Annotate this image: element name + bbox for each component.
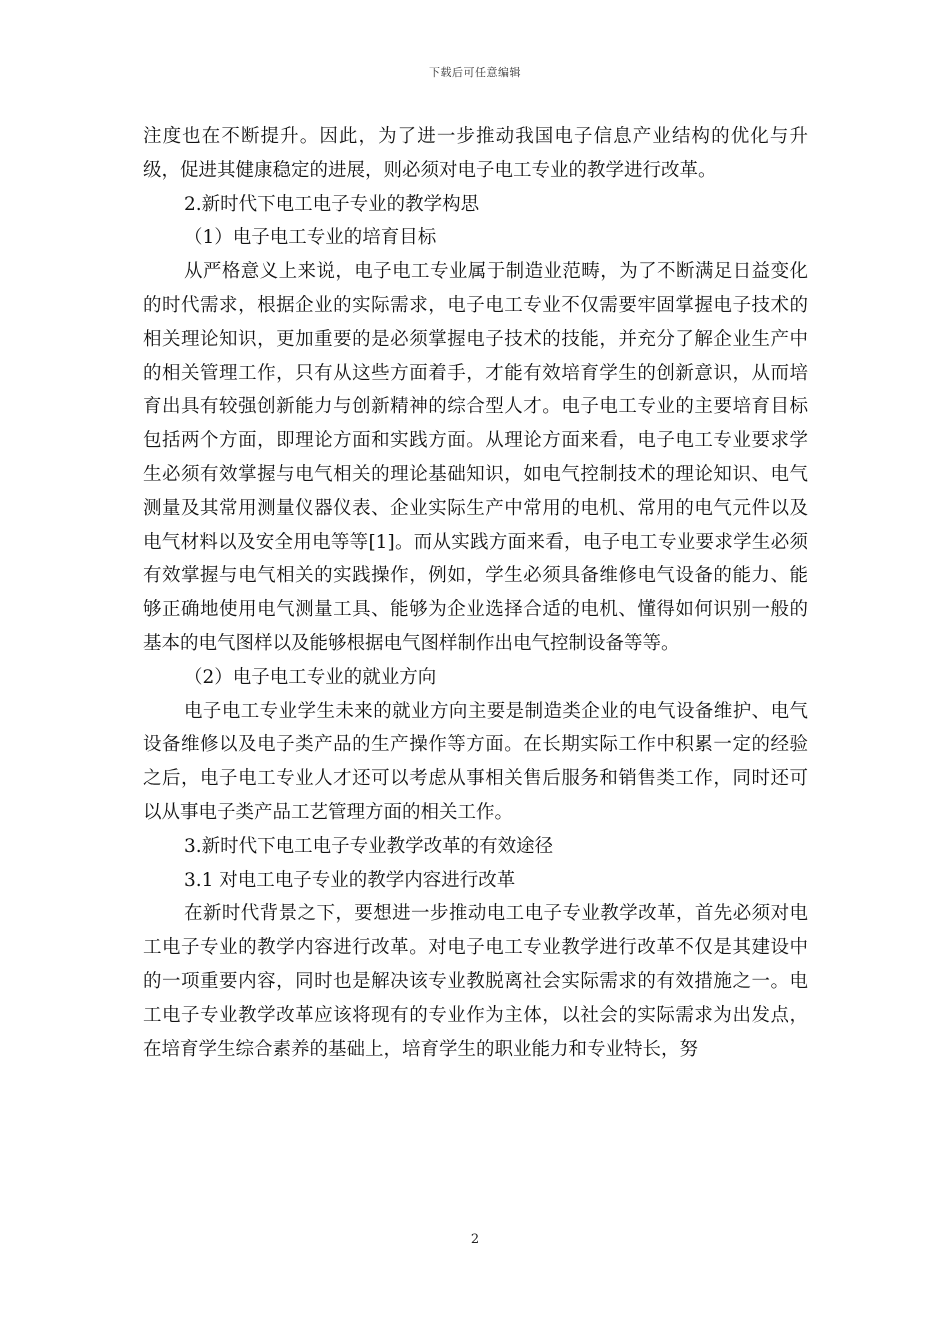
subsection-heading-1: （1）电子电工专业的培育目标: [184, 227, 437, 249]
document-body: [143, 120, 808, 1066]
section-heading-3: 3.新时代下电工电子专业教学改革的有效途径: [184, 835, 554, 857]
paragraph-employment: 电子电工专业学生未来的就业方向主要是制造类企业的电气设备维护、电气设备维修以及电子类产品的生产操作等方面。在长期实际工作中积累一定的经验之后，电子电工专业人才还可以考虑从事相关售后服务和销售类工作，同时还可以从事电子类产品工艺管理方面的相关工作。: [143, 700, 808, 823]
paragraph-training-goals: 从严格意义上来说，电子电工专业属于制造业范畴，为了不断满足日益变化的时代需求，根据企业的实际需求，电子电工专业不仅需要牢固掌握电子技术的相关理论知识，更加重要的是必须掌握电子技术的技能，并充分了解企业生产中的相关管理工作，只有从这些方面着手，才能有效培育学生的创新意识，从而培育出具有较强创新能力与创新精神的综合型人才。电子电工专业的主要培育目标包括两个方面，即理论方面和实践方面。从理论方面来看，电子电工专业要求学生必须有效掌握与电气相关的理论基础知识，如电气控制技术的理论知识、电气测量及其常用测量仪器仪表、企业实际生产中常用的电机、常用的电气元件以及电气材料以及安全用电等等[1]。而从实践方面来看，电子电工专业要求学生必须有效掌握与电气相关的实践操作，例如，学生必须具备维修电气设备的能力、能够正确地使用电气测量工具、能够为企业选择合适的电机、懂得如何识别一般的基本的电气图样以及能够根据电气图样制作出电气控制设备等等。: [143, 261, 808, 654]
subsection-heading-3-1: 3.1 对电工电子专业的教学内容进行改革: [184, 869, 516, 891]
page-number: 2: [470, 1232, 480, 1247]
paragraph-reform: 在新时代背景之下，要想进一步推动电工电子专业教学改革，首先必须对电工电子专业的教学内容进行改革。对电子电工专业教学进行改革不仅是其建设中的一项重要内容，同时也是解决该专业教脱离社会实际需求的有效措施之一。电工电子专业教学改革应该将现有的专业作为主体，以社会的实际需求为出发点，在培育学生综合素养的基础上，培育学生的职业能力和专业特长，努: [143, 903, 808, 1060]
page-header: 下载后可任意编辑: [429, 66, 521, 79]
paragraph-1: 注度也在不断提升。因此，为了进一步推动我国电子信息产业结构的优化与升级，促进其健康稳定的进展，则必须对电子电工专业的教学进行改革。: [143, 126, 808, 181]
subsection-heading-2: （2）电子电工专业的就业方向: [184, 666, 437, 688]
section-heading-2: 2.新时代下电工电子专业的教学构思: [184, 193, 480, 215]
